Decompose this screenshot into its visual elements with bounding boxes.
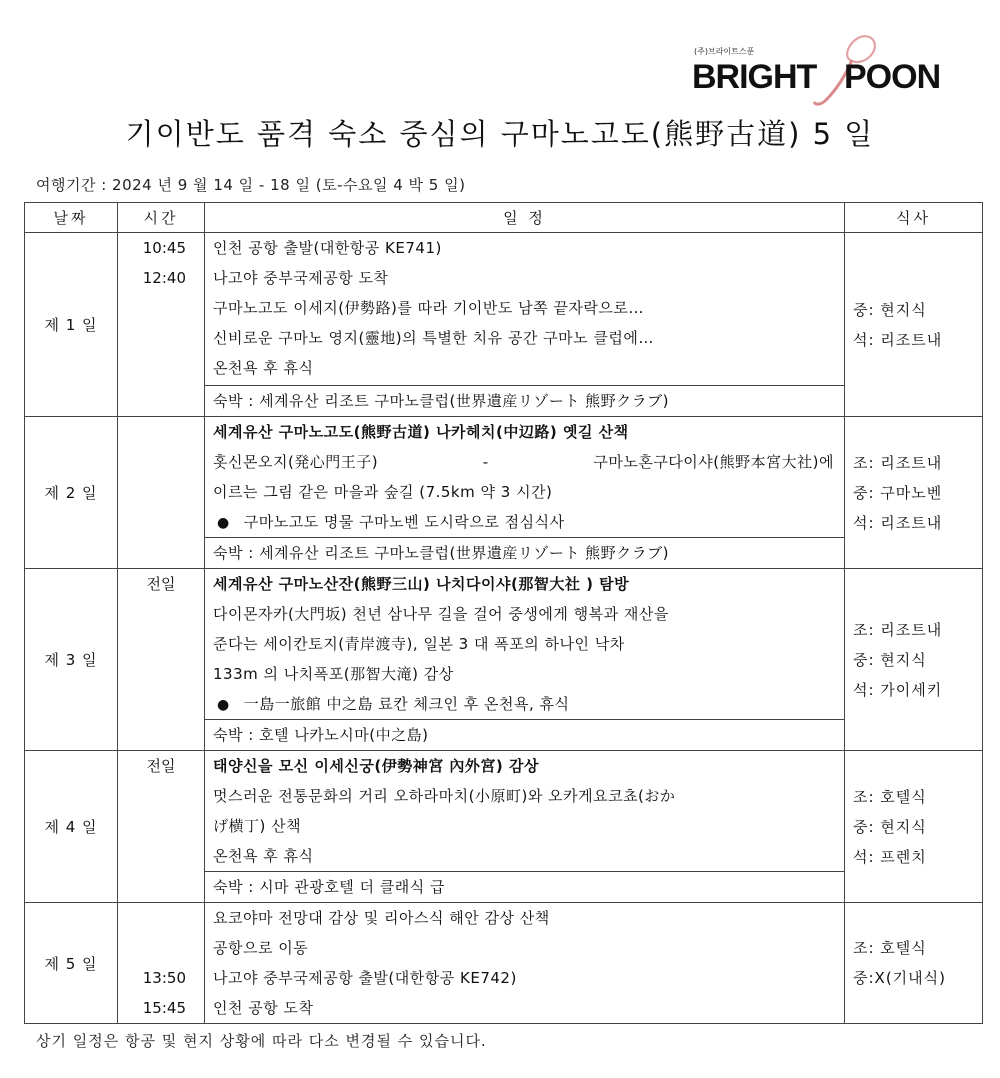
brand-logo bbox=[690, 30, 960, 110]
meal-item: 조: 호텔식 bbox=[853, 787, 927, 806]
table-row-day-3 bbox=[25, 569, 983, 751]
lodging-line: 숙박 : 세계유산 리조트 구마노클럽(世界遺産リゾート 熊野クラブ) bbox=[205, 537, 844, 568]
schedule-line: 신비로운 구마노 영지(靈地)의 특별한 치유 공간 구마노 클럽에… bbox=[213, 329, 654, 347]
meal-item: 중: 현지식 bbox=[853, 650, 927, 669]
schedule-bullet bbox=[205, 689, 844, 719]
page-title: 기이반도 품격 숙소 중심의 구마노고도(熊野古道) 5 일 bbox=[125, 117, 875, 151]
schedule-line: 인천 공항 도착 bbox=[213, 999, 314, 1017]
schedule-line: 다이몬자카(大門坂) 천년 삼나무 길을 걸어 중생에게 행복과 재산을 bbox=[213, 605, 669, 623]
schedule-cell bbox=[205, 569, 845, 751]
meal-item: 석: 가이세키 bbox=[853, 680, 943, 699]
lodging-line: 숙박 : 호텔 나카노시마(中之島) bbox=[205, 719, 844, 750]
bullet-icon: ● bbox=[217, 697, 230, 713]
header-schedule: 일 정 bbox=[205, 203, 845, 233]
time-value: 전일 bbox=[146, 757, 176, 775]
meal-cell bbox=[845, 569, 983, 751]
day-label: 제 4 일 bbox=[25, 751, 118, 903]
time-value: 전일 bbox=[146, 575, 176, 593]
time-cell bbox=[118, 233, 205, 417]
bullet-icon: ● bbox=[217, 515, 230, 531]
table-row-day-1 bbox=[25, 233, 983, 417]
schedule-heading: 태양신을 모신 이세신궁(伊勢神宮 內外宮) 감상 bbox=[213, 757, 539, 775]
meal-item: 중: 현지식 bbox=[853, 817, 927, 836]
schedule-line: 멋스러운 전통문화의 거리 오하라마치(小原町)와 오카게요코쵸(おか bbox=[213, 787, 676, 805]
time-value: 10:45 bbox=[142, 239, 186, 257]
table-row-day-2 bbox=[25, 417, 983, 569]
schedule-line: 요코야마 전망대 감상 및 리아스식 해안 감상 산책 bbox=[213, 909, 550, 927]
schedule-cell bbox=[205, 903, 845, 1024]
day-label: 제 2 일 bbox=[25, 417, 118, 569]
itinerary-table bbox=[24, 202, 983, 1024]
meal-cell bbox=[845, 233, 983, 417]
schedule-line: 온천욕 후 휴식 bbox=[213, 847, 314, 865]
logo-word-bright: BRIGHT bbox=[692, 58, 817, 96]
schedule-cell bbox=[205, 417, 845, 569]
schedule-cell bbox=[205, 233, 845, 417]
time-cell bbox=[118, 903, 205, 1024]
schedule-line: 준다는 세이칸토지(青岸渡寺), 일본 3 대 폭포의 하나인 낙차 bbox=[213, 635, 625, 653]
time-value: 13:50 bbox=[142, 969, 186, 987]
header-time: 시간 bbox=[118, 203, 205, 233]
bullet-text: 一島一旅館 中之島 료칸 체크인 후 온천욕, 휴식 bbox=[243, 695, 570, 713]
day-label: 제 1 일 bbox=[25, 233, 118, 417]
schedule-bullet bbox=[205, 507, 844, 537]
time-cell bbox=[118, 417, 205, 569]
schedule-line-left: 홋신몬오지(発心門王子) bbox=[213, 453, 379, 471]
meal-item: 석: 프렌치 bbox=[853, 847, 927, 866]
schedule-line: 나고야 중부국제공항 도착 bbox=[213, 269, 389, 287]
schedule-line: げ横丁) 산책 bbox=[213, 817, 302, 835]
table-row-day-4 bbox=[25, 751, 983, 903]
lodging-line: 숙박 : 세계유산 리조트 구마노클럽(世界遺産リゾート 熊野クラブ) bbox=[205, 385, 844, 416]
schedule-heading: 세계유산 구마노고도(熊野古道) 나카헤치(中辺路) 옛길 산책 bbox=[213, 423, 629, 441]
schedule-line: 구마노고도 이세지(伊勢路)를 따라 기이반도 남쪽 끝자락으로… bbox=[213, 299, 644, 317]
schedule-cell bbox=[205, 751, 845, 903]
schedule-line-right: 구마노혼구다이샤(熊野本宮大社)에 bbox=[593, 453, 834, 471]
logo-word-poon: POON bbox=[844, 58, 941, 96]
meal-item: 중:X(기내식) bbox=[853, 969, 946, 987]
table-header-row bbox=[25, 203, 983, 233]
schedule-line: 온천욕 후 휴식 bbox=[213, 359, 314, 377]
meal-cell bbox=[845, 903, 983, 1024]
schedule-line: 이르는 그림 같은 마을과 숲길 (7.5km 약 3 시간) bbox=[213, 483, 553, 501]
day-label: 제 3 일 bbox=[25, 569, 118, 751]
travel-period: 여행기간 : 2024 년 9 월 14 일 - 18 일 (토-수요일 4 박 5 일) bbox=[36, 176, 466, 194]
footer-note: 상기 일정은 항공 및 현지 상황에 따라 다소 변경될 수 있습니다. bbox=[36, 1032, 487, 1050]
schedule-line: 인천 공항 출발(대한항공 KE741) bbox=[213, 239, 442, 257]
meal-cell bbox=[845, 751, 983, 903]
time-cell bbox=[118, 569, 205, 751]
schedule-line: 133m 의 나치폭포(那智大滝) 감상 bbox=[213, 665, 454, 683]
time-cell bbox=[118, 751, 205, 903]
meal-item: 조: 리조트내 bbox=[853, 620, 943, 639]
time-value: 12:40 bbox=[142, 269, 186, 287]
meal-item: 석: 리조트내 bbox=[853, 513, 943, 532]
schedule-line bbox=[205, 447, 844, 477]
schedule-line-dash: - bbox=[482, 453, 489, 471]
meal-item: 조: 리조트내 bbox=[853, 453, 943, 472]
lodging-line: 숙박 : 시마 관광호텔 더 클래식 급 bbox=[205, 871, 844, 902]
header-day: 날짜 bbox=[25, 203, 118, 233]
meal-item: 중: 현지식 bbox=[853, 300, 927, 319]
day-label: 제 5 일 bbox=[25, 903, 118, 1024]
meal-item: 석: 리조트내 bbox=[853, 330, 943, 349]
logo-company-name: (주)브라이트스푼 bbox=[694, 47, 755, 56]
table-row-day-5 bbox=[25, 903, 983, 1024]
meal-item: 중: 구마노벤 bbox=[853, 483, 943, 502]
bullet-text: 구마노고도 명물 구마노벤 도시락으로 점심식사 bbox=[243, 513, 565, 531]
schedule-heading: 세계유산 구마노산잔(熊野三山) 나치다이샤(那智大社 ) 탐방 bbox=[213, 575, 630, 593]
schedule-line: 공항으로 이동 bbox=[213, 939, 309, 957]
header-meal: 식사 bbox=[845, 203, 983, 233]
time-value: 15:45 bbox=[142, 999, 186, 1017]
meal-item: 조: 호텔식 bbox=[853, 939, 927, 957]
schedule-line: 나고야 중부국제공항 출발(대한항공 KE742) bbox=[213, 969, 517, 987]
meal-cell bbox=[845, 417, 983, 569]
